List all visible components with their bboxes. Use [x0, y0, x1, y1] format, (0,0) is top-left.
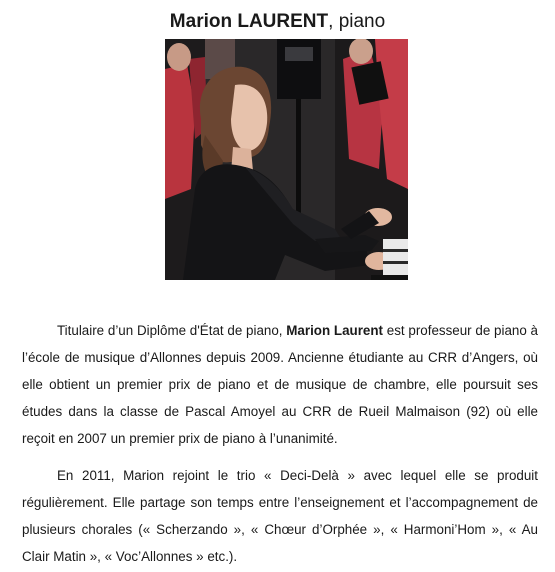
biography-paragraph-1 — [22, 317, 538, 452]
paragraph-1-bold-name: Marion Laurent — [286, 323, 384, 338]
page-title — [0, 9, 555, 35]
title-instrument: , piano — [328, 11, 386, 32]
biography-paragraph-2: En 2011, Marion rejoint le trio « Deci-Delà » avec lequel elle se produit régulièrement. Elle partage son temps entre l’enseignement et l’accompagnement de plusieurs chorales (« Scherzando », « Chœur d’Orphée », « Harmoni’Hom », « Au Clair Matin », « Voc’Allonnes » etc.). — [22, 468, 538, 564]
title-first-name: Marion — [169, 11, 233, 32]
paragraph-1-before: Titulaire d’un Diplôme d'État de piano, — [57, 323, 287, 338]
pianist-photo-illustration — [165, 39, 408, 280]
biography-text — [22, 317, 538, 570]
pianist-photo — [165, 39, 408, 280]
title-last-name: LAURENT — [237, 11, 329, 32]
paragraph-1-after: est professeur de piano à l’école de musique d’Allonnes depuis 2009. Ancienne étudiante au CRR d’Angers, où elle obtient un premier prix de piano et de musique de chambre, elle poursuit ses études dans la classe de Pascal Amoyel au CRR de Rueil Malmaison (92) où elle reçoit en 2007 un premier prix de piano à l’unanimité. — [22, 323, 538, 446]
